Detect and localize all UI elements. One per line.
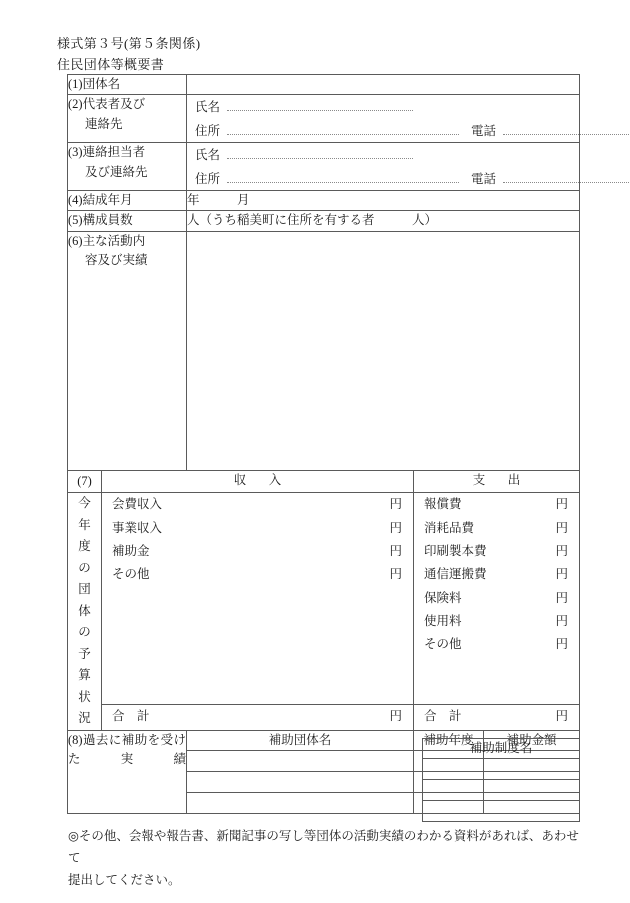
expense-item-label: 使用料: [424, 614, 462, 628]
history-col-header-year: 補助年度: [414, 730, 484, 750]
history-cell-org[interactable]: [187, 751, 414, 772]
expense-item-label: 消耗品費: [424, 520, 475, 535]
income-item-unit: 円: [389, 567, 403, 582]
expense-item-row[interactable]: [414, 517, 579, 540]
expense-item-label: 印刷製本費: [424, 543, 487, 558]
income-blank-space[interactable]: [102, 587, 413, 683]
income-total-cell: [102, 704, 414, 730]
contact-address-key: 住所: [195, 171, 221, 186]
representative-address-key: 住所: [195, 123, 221, 138]
income-item-label: その他: [112, 567, 150, 582]
history-scheme-row: [423, 759, 580, 780]
label-member-count: (5)構成員数: [68, 211, 187, 231]
expense-total[interactable]: [414, 705, 579, 728]
label-representative: [68, 95, 187, 143]
history-cell-org[interactable]: [187, 793, 414, 814]
label-founding-date: (4)結成年月: [68, 190, 187, 210]
vlabel-char-7: 予: [78, 646, 91, 661]
form-number: 様式第３号(第５条関係): [57, 36, 201, 51]
expense-total-cell: [414, 704, 580, 730]
row-representative: [68, 95, 580, 143]
representative-address-input[interactable]: [227, 123, 459, 135]
expense-item-unit: 円: [555, 614, 569, 628]
history-scheme-header-row: [423, 739, 580, 759]
representative-name-key: 氏名: [195, 100, 221, 115]
representative-tel-input[interactable]: [503, 123, 630, 135]
label-activities-line1: (6)主な活動内: [68, 233, 146, 248]
vlabel-char-1: 年: [78, 517, 91, 532]
representative-tel-key: 電話: [471, 123, 497, 138]
label-group-name: (1)団体名: [68, 75, 187, 95]
label-contact-person-line2: 及び連絡先: [85, 164, 148, 179]
expense-blank-space[interactable]: [414, 657, 579, 693]
income-item-row[interactable]: [102, 540, 413, 563]
vlabel-char-0: 今: [78, 496, 91, 511]
budget-vertical-label: [68, 493, 102, 731]
budget-header-row: [68, 470, 580, 493]
footer-note-line2: 提出してください。: [68, 872, 181, 887]
income-total-unit: 円: [389, 708, 403, 723]
contact-address-input[interactable]: [227, 171, 459, 183]
label-representative-line1: (2)代表者及び: [68, 97, 146, 112]
row-founding-date: [68, 190, 580, 210]
income-total-label: 合 計: [112, 708, 150, 723]
expense-column-header: 支 出: [414, 470, 580, 493]
summary-form-table: [67, 74, 580, 814]
contact-name-line: [187, 143, 579, 166]
vlabel-char-3: の: [78, 560, 91, 575]
label-subsidy-history: (8)過去に補助を受けた実績: [68, 730, 187, 813]
history-scheme-column-table: [422, 738, 580, 822]
vlabel-char-2: 度: [78, 539, 91, 554]
field-founding-date[interactable]: 年 月: [187, 190, 580, 210]
representative-name-input[interactable]: [227, 99, 413, 111]
field-group-name[interactable]: [187, 75, 580, 95]
expense-item-unit: 円: [555, 497, 569, 512]
expense-items-cell: [414, 493, 580, 705]
label-activities: [68, 231, 187, 470]
document-title: 住民団体等概要書: [57, 57, 165, 72]
field-representative: [187, 95, 580, 143]
income-item-unit: 円: [389, 543, 403, 558]
row-group-name: [68, 75, 580, 95]
row-activities: [68, 231, 580, 470]
income-item-row[interactable]: [102, 517, 413, 540]
budget-number-text: (7): [77, 473, 92, 488]
representative-name-line: [187, 95, 579, 118]
vlabel-char-5: 体: [78, 603, 91, 618]
history-col-header-amount: 補助金額: [484, 730, 580, 750]
expense-item-row[interactable]: [414, 563, 579, 586]
expense-item-unit: 円: [555, 543, 569, 558]
vlabel-char-4: 団: [78, 582, 91, 597]
field-activities[interactable]: [187, 231, 580, 470]
expense-item-row[interactable]: [414, 633, 579, 656]
history-scheme-row: [423, 801, 580, 822]
income-items-cell: [102, 493, 414, 705]
income-item-row[interactable]: [102, 563, 413, 586]
contact-name-key: 氏名: [195, 148, 221, 163]
history-scheme-row: [423, 780, 580, 801]
contact-name-input[interactable]: [227, 147, 413, 159]
income-item-unit: 円: [389, 520, 403, 535]
expense-item-row[interactable]: [414, 540, 579, 563]
vlabel-char-10: 況: [78, 711, 91, 726]
expense-item-unit: 円: [555, 637, 569, 652]
label-activities-line2: 容及び実績: [85, 253, 148, 267]
expense-total-label: 合 計: [424, 708, 462, 723]
income-total[interactable]: [102, 705, 413, 728]
history-cell-scheme[interactable]: [423, 780, 580, 801]
row-contact-person: [68, 143, 580, 191]
vlabel-char-8: 算: [78, 668, 91, 683]
income-column-header: 収 入: [102, 470, 414, 493]
expense-total-unit: 円: [555, 708, 569, 723]
history-col-header-scheme: 補助制度名: [423, 739, 580, 759]
expense-item-row[interactable]: [414, 493, 579, 516]
expense-item-label: その他: [424, 637, 462, 652]
history-cell-scheme[interactable]: [423, 801, 580, 822]
expense-item-label: 報償費: [424, 497, 462, 512]
expense-item-row[interactable]: [414, 610, 579, 633]
label-contact-person-line1: (3)連絡担当者: [68, 145, 146, 160]
vlabel-char-6: の: [78, 625, 91, 640]
budget-body-row: [68, 493, 580, 705]
label-representative-line2: 連絡先: [85, 116, 123, 131]
income-item-label: 補助金: [112, 543, 150, 558]
income-item-label: 事業収入: [112, 520, 163, 535]
contact-tel-input[interactable]: [503, 171, 630, 183]
history-col-header-org: 補助団体名: [187, 730, 414, 750]
representative-address-line: [187, 119, 579, 142]
budget-section-number: [68, 470, 102, 493]
expense-item-label: 通信運搬費: [424, 567, 487, 582]
field-contact-person: [187, 143, 580, 191]
budget-total-row: [68, 704, 580, 730]
income-item-label: 会費収入: [112, 497, 163, 512]
history-cell-scheme[interactable]: [423, 759, 580, 780]
footer-note: [68, 826, 583, 892]
row-member-count: [68, 211, 580, 231]
field-member-count[interactable]: 人（うち稲美町に住所を有する者 人）: [187, 211, 580, 231]
expense-item-row[interactable]: [414, 587, 579, 610]
label-contact-person: [68, 143, 187, 191]
contact-address-line: [187, 167, 579, 190]
expense-item-unit: 円: [555, 590, 569, 605]
vlabel-char-9: 状: [78, 689, 91, 704]
expense-item-unit: 円: [555, 567, 569, 582]
footer-note-line1: ◎その他、会報や報告書、新聞記事の写し等団体の活動実績のわかる資料があれば、あわせて: [68, 829, 579, 865]
expense-item-unit: 円: [555, 520, 569, 535]
income-item-row[interactable]: [102, 493, 413, 516]
expense-item-label: 保険料: [424, 590, 462, 605]
contact-tel-key: 電話: [471, 171, 497, 186]
income-item-unit: 円: [389, 497, 403, 512]
history-cell-org[interactable]: [187, 772, 414, 793]
